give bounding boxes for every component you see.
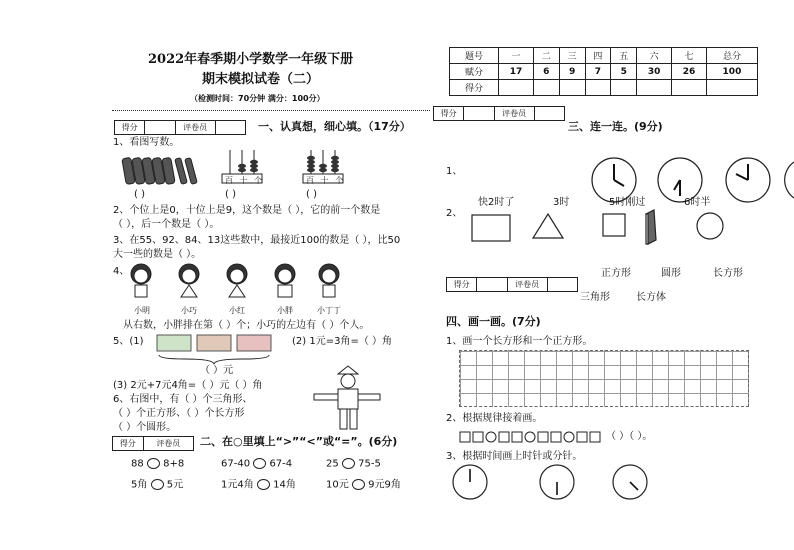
q1-blank-2[interactable]: ( ) [225, 189, 236, 200]
shapes-row [470, 210, 730, 250]
grader-label: 评卷员 [508, 278, 548, 291]
score-label: 得分 [115, 121, 145, 134]
compare-item-1[interactable]: 88 8+8 [131, 458, 185, 470]
q5-part-3: (3) 2元+7元4角=（ ）元（ ）角 [113, 380, 263, 391]
score-table-row-score[interactable]: 得分 [450, 80, 758, 96]
header-divider [112, 110, 430, 111]
q5-label: 5、(1) [113, 336, 144, 347]
q6-line-1: 6、右图中，有（ ）个三角形、 [113, 394, 253, 405]
compare-item-2[interactable]: 67-40 67-4 [221, 458, 293, 470]
time-label-2: 3时 [553, 197, 570, 208]
q1-text: 1、看图写数。 [113, 137, 180, 148]
s3-q2-label: 2、 [446, 208, 463, 219]
abacus-2-labels: 百 十 个 [306, 176, 346, 185]
s4-q2: 2、根据规律接着画。 [446, 413, 543, 424]
q6-line-2: （ ）个正方形、（ ）个长方形 [113, 408, 245, 419]
section-4-title: 四、画一画。(7分) [446, 315, 541, 328]
kid-name-2: 小巧 [181, 306, 197, 315]
kid-name-5: 小丁丁 [317, 306, 341, 315]
score-box-2 [112, 436, 194, 451]
q3-line-2: 大一些的数是（ ）。 [113, 249, 202, 260]
q4-question: 从右数，小胖排在第（ ）个；小巧的左边有（ ）个人。 [123, 320, 370, 331]
kid-name-3: 小红 [229, 306, 245, 315]
kid-name-1: 小明 [134, 306, 150, 315]
q2-line-2: （ ），后一个数是（ ）。 [113, 219, 220, 230]
score-table-row-header: 题号 一 二 三 四 五 六 七 总分 [450, 48, 758, 64]
time-label-1: 快2时了 [478, 197, 515, 208]
s4-q1: 1、画一个长方形和一个正方形。 [446, 336, 593, 347]
score-label: 得分 [447, 278, 477, 291]
q1-blank-1[interactable]: ( ) [134, 189, 145, 200]
score-table [449, 47, 758, 96]
grader-label: 评卷员 [495, 107, 535, 120]
section-3-title: 三、连一连。(9分) [568, 120, 663, 133]
shape-name-square: 正方形 [601, 268, 631, 279]
score-label: 得分 [113, 437, 144, 450]
s4-q3: 3、根据时间画上时针或分针。 [446, 451, 583, 462]
score-box-4 [446, 277, 578, 292]
time-label-3: 5时刚过 [609, 197, 646, 208]
q5-yuan-blank[interactable]: （ ）元 [200, 365, 234, 376]
q1-blank-3[interactable]: ( ) [306, 189, 317, 200]
score-label: 得分 [434, 107, 464, 120]
compare-item-5[interactable]: 1元4角 14角 [221, 479, 296, 491]
compare-item-4[interactable]: 5角 5元 [131, 479, 184, 491]
pattern-answer-blanks[interactable]: （ ）（ ）。 [606, 431, 653, 442]
q6-line-3: （ ）个圆形。 [113, 422, 177, 433]
kids-picture [123, 262, 348, 304]
abacus-1-labels: 百 十 个 [225, 176, 265, 185]
shape-name-rectangle: 长方形 [713, 268, 743, 279]
shape-name-triangle: 三角形 [580, 292, 610, 303]
kid-name-4: 小胖 [277, 306, 293, 315]
compare-item-6[interactable]: 10元 9元9角 [326, 479, 401, 491]
drawing-grid[interactable] [459, 350, 749, 407]
shape-name-circle: 圆形 [661, 268, 681, 279]
q4-label: 4、 [113, 266, 130, 277]
section-2-title: 二、在○里填上“>”“<”或“=”。(6分) [200, 435, 398, 448]
blank-clocks[interactable] [452, 463, 652, 503]
shape-name-cuboid: 长方体 [636, 292, 666, 303]
sticks-picture [122, 152, 207, 188]
q5-part-2: (2) 1元=3角=（ ）角 [292, 336, 393, 347]
exam-title: 2022年春季期小学数学一年级下册 [148, 52, 354, 67]
q2-line-1: 2、个位上是0，十位上是9，这个数是（ ），它的前一个数是 [113, 205, 381, 216]
compare-item-3[interactable]: 25 75-5 [326, 458, 381, 470]
money-picture [157, 333, 275, 365]
robot-shapes-figure [310, 364, 380, 434]
score-box-1 [114, 120, 246, 135]
grader-label: 评卷员 [156, 439, 181, 448]
grader-label: 评卷员 [176, 121, 216, 134]
exam-subtitle: 期末模拟试卷（二） [202, 72, 320, 87]
exam-meta: （检测时间：70分钟 满分：100分） [190, 94, 325, 103]
score-box-3 [433, 106, 565, 121]
q3-line-1: 3、在55、92、84、13这些数中，最接近100的数是（ ），比50 [113, 235, 401, 246]
section-1-title: 一、认真想，细心填。（17分） [258, 120, 411, 133]
time-label-4: 6时半 [684, 197, 711, 208]
score-table-row-points: 赋分 17 6 9 7 5 30 26 100 [450, 64, 758, 80]
s3-q1-label: 1、 [446, 166, 463, 177]
pattern-sequence [459, 430, 609, 444]
